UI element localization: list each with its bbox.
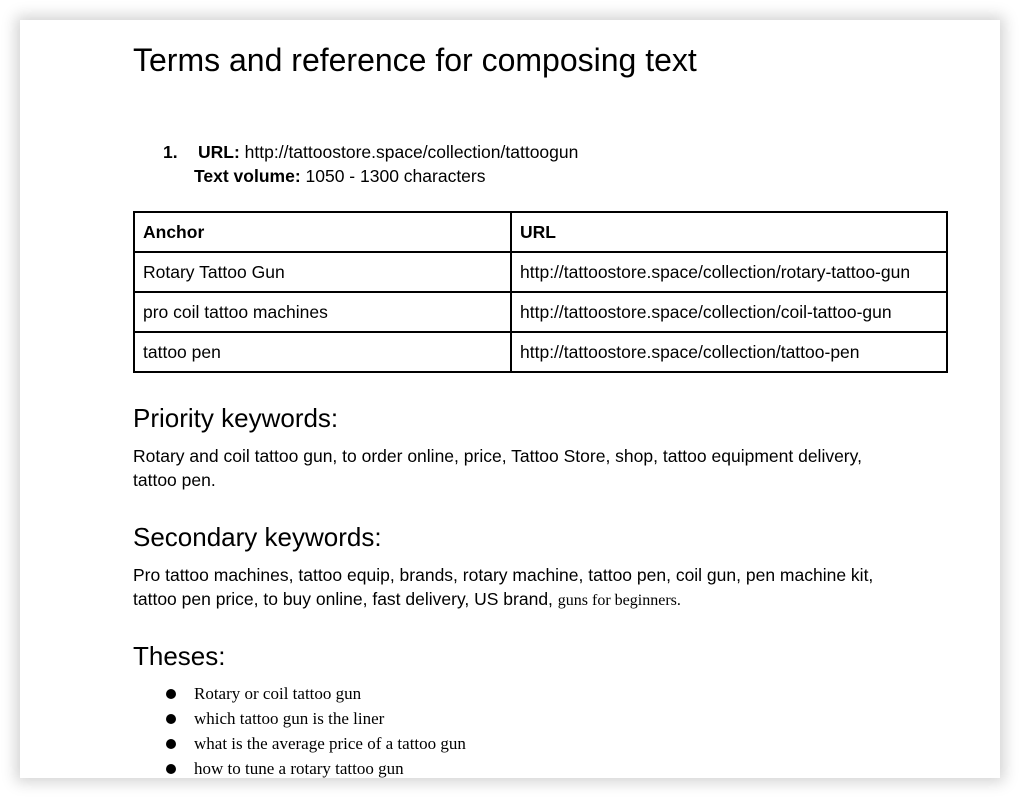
anchor-table <box>133 211 948 373</box>
url-value: http://tattoostore.space/collection/tattoogun <box>244 142 579 162</box>
header-url: URL <box>511 212 947 252</box>
anchor-cell: pro coil tattoo machines <box>134 292 511 332</box>
list-item <box>133 681 466 706</box>
document-page <box>20 20 1000 778</box>
bullet-icon <box>166 739 176 749</box>
anchor-cell: Rotary Tattoo Gun <box>134 252 511 292</box>
list-number: 1. <box>163 142 178 162</box>
url-cell: http://tattoostore.space/collection/tattoo-pen <box>511 332 947 372</box>
secondary-keywords-text <box>133 563 893 613</box>
anchor-cell: tattoo pen <box>134 332 511 372</box>
thesis-text: how to tune a rotary tattoo gun <box>194 759 404 778</box>
table-header-row <box>134 212 947 252</box>
theses-list <box>133 681 466 778</box>
priority-keywords-text: Rotary and coil tattoo gun, to order online, price, Tattoo Store, shop, tattoo equipment delivery, tattoo pen. <box>133 446 862 490</box>
bullet-icon <box>166 764 176 774</box>
bullet-icon <box>166 689 176 699</box>
task-url-line <box>163 140 578 164</box>
url-cell: http://tattoostore.space/collection/rotary-tattoo-gun <box>511 252 947 292</box>
table-row <box>134 332 947 372</box>
table-row <box>134 252 947 292</box>
thesis-text: which tattoo gun is the liner <box>194 709 385 728</box>
theses-heading: Theses: <box>133 641 226 671</box>
thesis-text: what is the average price of a tattoo gun <box>194 734 466 753</box>
header-anchor: Anchor <box>134 212 511 252</box>
secondary-keywords-main: Pro tattoo machines, tattoo equip, brands, rotary machine, tattoo pen, coil gun, pen machine kit, tattoo pen price, to buy online, fast delivery, US brand, <box>133 565 874 609</box>
document-title: Terms and reference for composing text <box>133 42 697 78</box>
list-item <box>133 756 466 778</box>
secondary-keywords-tail: guns for beginners. <box>557 592 681 609</box>
task-volume-line <box>163 164 578 188</box>
list-item <box>133 706 466 731</box>
list-item <box>133 731 466 756</box>
url-label: URL: <box>198 142 240 162</box>
priority-keywords-heading: Priority keywords: <box>133 403 339 433</box>
volume-value: 1050 - 1300 characters <box>305 166 486 186</box>
task-details <box>163 140 578 188</box>
thesis-text: Rotary or coil tattoo gun <box>194 684 362 703</box>
secondary-keywords-heading: Secondary keywords: <box>133 522 382 552</box>
volume-label: Text volume: <box>194 166 301 186</box>
bullet-icon <box>166 714 176 724</box>
table-row <box>134 292 947 332</box>
url-cell: http://tattoostore.space/collection/coil-tattoo-gun <box>511 292 947 332</box>
